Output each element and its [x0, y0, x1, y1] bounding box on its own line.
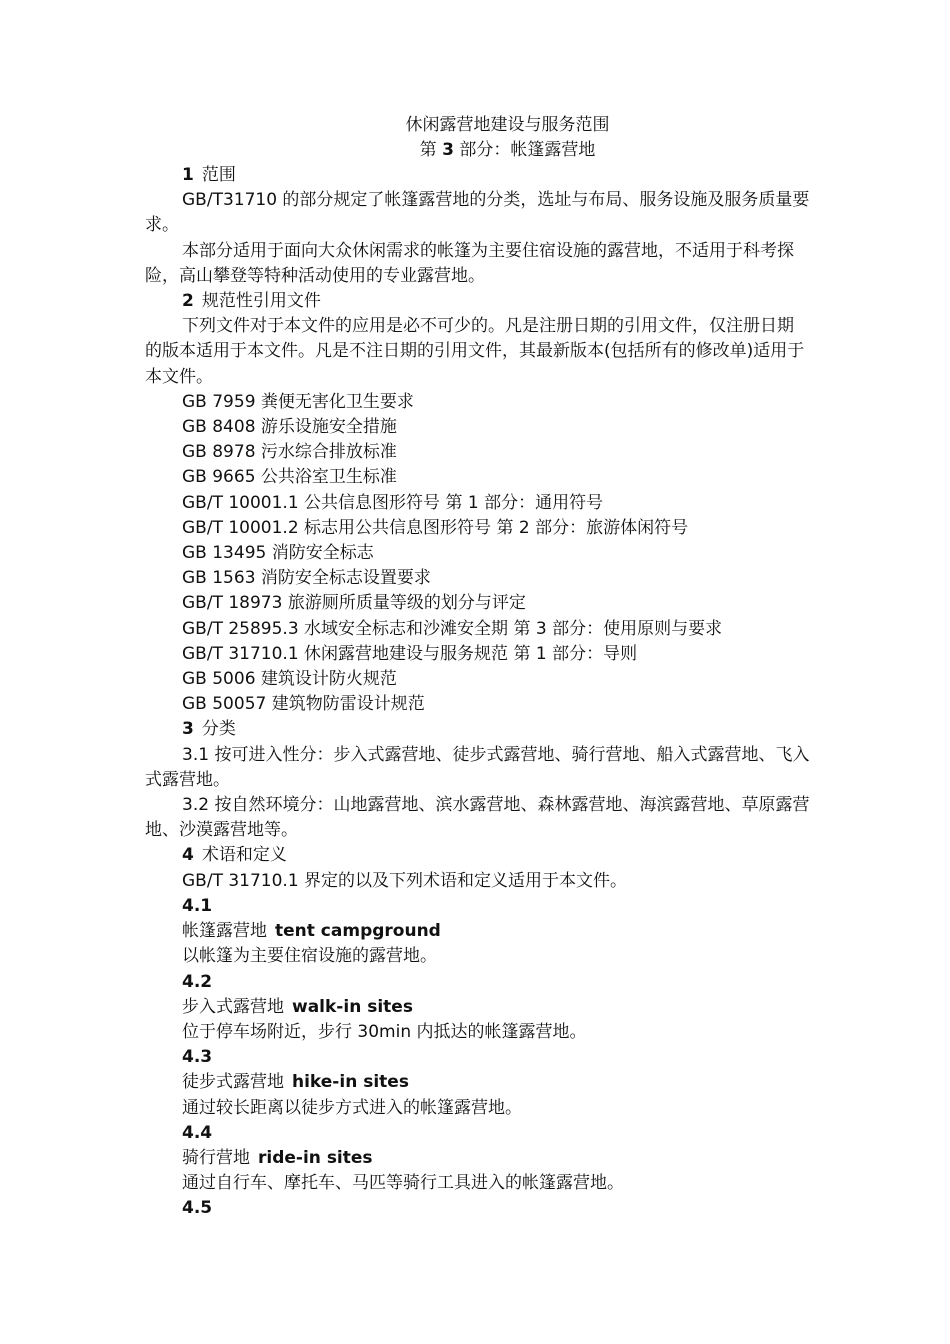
paragraph-terms-intro: GB/T 31710.1 界定的以及下列术语和定义适用于本文件。: [182, 870, 628, 891]
term-name-en: hike-in sites: [292, 1072, 409, 1093]
document-page: [145, 113, 810, 1222]
reference-item: GB 7959 粪便无害化卫生要求: [182, 391, 414, 412]
term-number: 4.4: [182, 1122, 213, 1143]
section-heading-2: [145, 289, 810, 314]
section-heading-4: [145, 843, 810, 868]
term-number: 4.3: [182, 1047, 213, 1068]
paragraph-scope-2: 本部分适用于面向大众休闲需求的帐篷为主要住宿设施的露营地，不适用于科考探险，高山攀登等特种活动使用的专业露营地。: [145, 240, 794, 286]
term-definition: 位于停车场附近，步行 30min 内抵达的帐篷露营地。: [182, 1021, 587, 1042]
reference-item: GB/T 10001.2 标志用公共信息图形符号 第 2 部分：旅游体闲符号: [182, 517, 689, 538]
reference-item: GB 1563 消防安全标志设置要求: [182, 568, 431, 589]
section-num: 3: [182, 719, 194, 740]
subtitle-post: 部分：帐篷露营地: [459, 140, 596, 160]
term-definition: 通过较长距离以徒步方式进入的帐篷露营地。: [182, 1097, 522, 1118]
section-title: 分类: [201, 719, 236, 740]
term-name-en: walk-in sites: [292, 996, 413, 1017]
term-number: 4.1: [182, 895, 213, 916]
subtitle-num: 3: [442, 140, 454, 160]
section-title: 规范性引用文件: [201, 291, 321, 312]
reference-item: GB 50057 建筑物防雷设计规范: [182, 694, 425, 715]
doc-subtitle: [145, 138, 810, 163]
reference-item: GB/T 10001.1 公共信息图形符号 第 1 部分：通用符号: [182, 492, 604, 513]
term-name: [145, 919, 810, 944]
section-heading-3: [145, 717, 810, 742]
subtitle-pre: 第: [419, 140, 437, 160]
term-number: 4.2: [182, 971, 213, 992]
reference-item: GB 9665 公共浴室卫生标准: [182, 467, 397, 488]
paragraph-classification-2: 3.2 按自然环境分：山地露营地、滨水露营地、森林露营地、海滨露营地、草原露营地、沙漠露营地等。: [145, 795, 810, 841]
term-name-zh: 徒步式露营地: [182, 1072, 284, 1093]
section-num: 2: [182, 291, 194, 312]
term-name: [145, 1070, 810, 1095]
section-title: 术语和定义: [201, 845, 287, 866]
term-name-en: tent campground: [275, 921, 441, 942]
term-name-zh: 步入式露营地: [182, 996, 284, 1017]
section-heading-1: [145, 163, 810, 188]
term-number: 4.5: [182, 1198, 213, 1219]
paragraph-scope-1: GB/T31710 的部分规定了帐篷露营地的分类，选址与布局、服务设施及服务质量要求。: [145, 190, 810, 236]
section-title: 范围: [201, 165, 236, 185]
paragraph-classification-1: 3.1 按可进入性分：步入式露营地、徒步式露营地、骑行营地、船入式露营地、飞入式露营地。: [145, 744, 810, 790]
term-name: [145, 1146, 810, 1171]
section-num: 1: [182, 165, 194, 185]
paragraph-references-intro: 下列文件对于本文件的应用是必不可少的。凡是注册日期的引用文件，仅注册日期的版本适用于本文件。凡是不注日期的引用文件，其最新版本(包括所有的修改单)适用于本文件。: [145, 316, 805, 387]
term-definition: 通过自行车、摩托车、马匹等骑行工具进入的帐篷露营地。: [182, 1173, 624, 1194]
doc-title: 休闲露营地建设与服务范围: [405, 115, 610, 135]
term-name-zh: 骑行营地: [182, 1147, 250, 1168]
term-definition: 以帐篷为主要住宿设施的露营地。: [182, 946, 437, 967]
term-name-en: ride-in sites: [258, 1147, 373, 1168]
reference-item: GB 8408 游乐设施安全措施: [182, 417, 397, 438]
reference-item: GB 8978 污水综合排放标准: [182, 442, 397, 463]
term-name: [145, 995, 810, 1020]
section-num: 4: [182, 845, 194, 866]
reference-item: GB 5006 建筑设计防火规范: [182, 669, 397, 690]
reference-item: GB 13495 消防安全标志: [182, 543, 374, 564]
reference-item: GB/T 18973 旅游厕所质量等级的划分与评定: [182, 593, 526, 614]
reference-item: GB/T 31710.1 休闲露营地建设与服务规范 第 1 部分：导则: [182, 643, 638, 664]
term-name-zh: 帐篷露营地: [182, 921, 267, 942]
reference-item: GB/T 25895.3 水域安全标志和沙滩安全期 第 3 部分：使用原则与要求: [182, 618, 723, 639]
